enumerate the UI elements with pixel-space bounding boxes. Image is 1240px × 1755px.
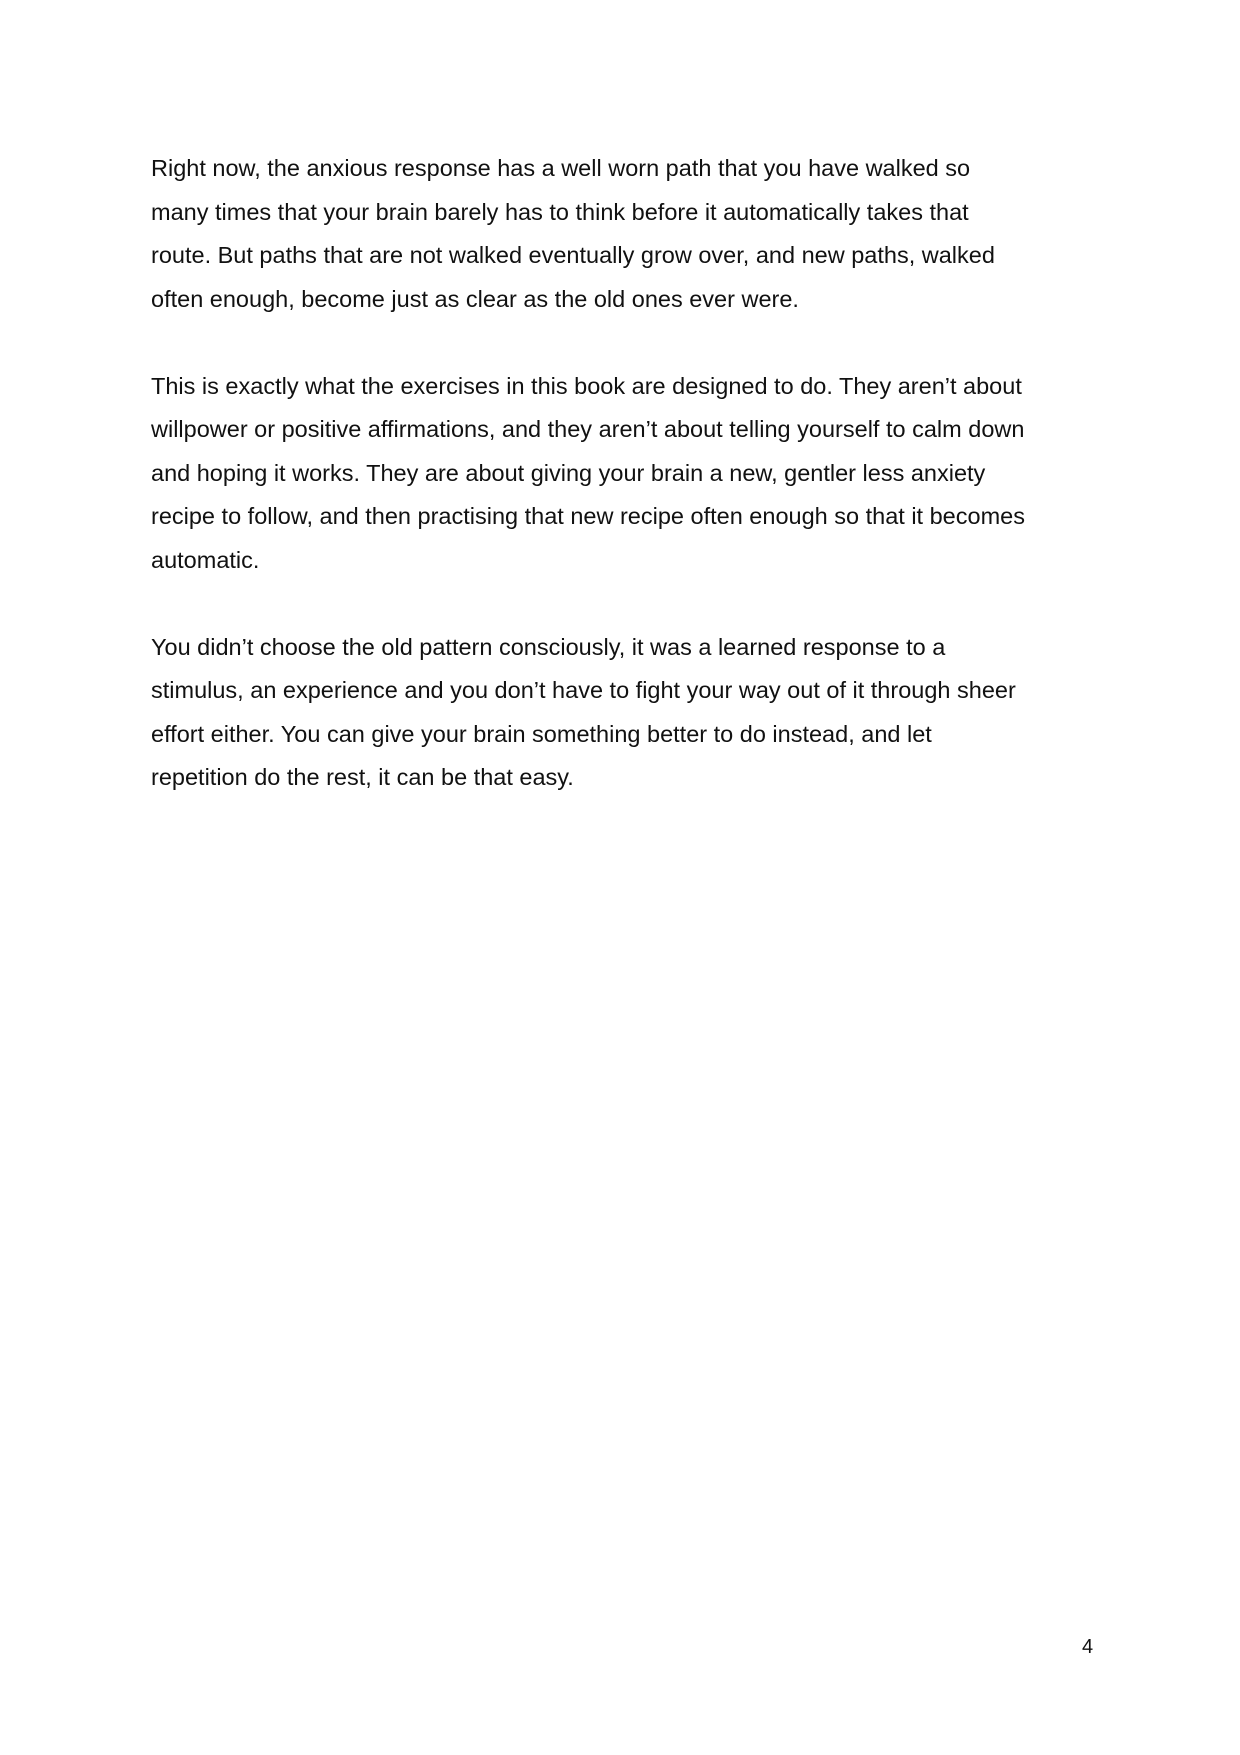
text-line: Right now, the anxious response has a well worn path that you have walked so bbox=[151, 155, 971, 181]
text-line: automatic. bbox=[151, 546, 260, 573]
page-number: 4 bbox=[1082, 1636, 1094, 1658]
text-line: many times that your brain barely has to think before it automatically takes that bbox=[151, 198, 969, 225]
paragraph-2 bbox=[151, 365, 1101, 583]
paragraph-1 bbox=[151, 147, 1101, 321]
text-line: repetition do the rest, it can be that easy. bbox=[151, 764, 574, 790]
text-line: You didn’t choose the old pattern consciously, it was a learned response to a bbox=[151, 633, 946, 660]
text-line: route. But paths that are not walked eventually grow over, and new paths, walked bbox=[151, 242, 995, 268]
paragraph-3 bbox=[151, 626, 1101, 800]
text-line: This is exactly what the exercises in this book are designed to do. They aren’t about bbox=[151, 372, 1022, 399]
text-line: often enough, become just as clear as the old ones ever were. bbox=[151, 285, 799, 312]
text-line: willpower or positive affirmations, and they aren’t about telling yourself to calm down bbox=[151, 416, 1025, 442]
text-line: stimulus, an experience and you don’t have to fight your way out of it through sheer bbox=[151, 677, 1016, 703]
text-line: recipe to follow, and then practising that new recipe often enough so that it becomes bbox=[151, 503, 1025, 529]
body-text bbox=[151, 147, 1101, 843]
text-line: and hoping it works. They are about giving your brain a new, gentler less anxiety bbox=[151, 459, 986, 486]
text-line: effort either. You can give your brain something better to do instead, and let bbox=[151, 720, 932, 747]
